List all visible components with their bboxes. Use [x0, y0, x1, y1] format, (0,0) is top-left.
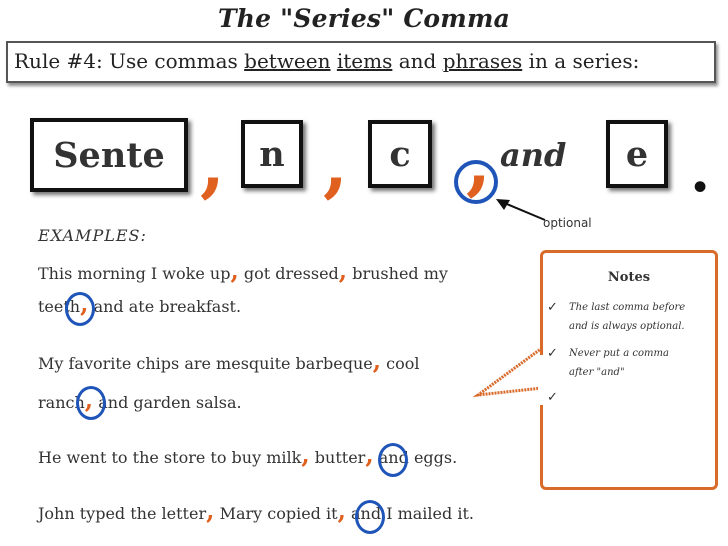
word-box-e — [606, 120, 668, 188]
rule-word-items: items — [336, 49, 393, 73]
ex3-comma-2: , — [365, 440, 374, 469]
example-2-line-2 — [38, 385, 242, 414]
ex1-comma-1: , — [230, 256, 239, 285]
ex4-text-c: and I mailed it. — [351, 504, 474, 523]
ex2-text-d: and garden salsa. — [98, 393, 242, 412]
ex2-text-c: ranch — [38, 393, 85, 412]
note-2 — [569, 344, 719, 382]
note-2-line-1: Never put a comma — [569, 348, 669, 359]
ex1-comma-2: , — [338, 256, 348, 285]
ex2-text-b: cool — [386, 354, 420, 373]
note-1 — [569, 298, 719, 336]
ex1-optional-circle — [65, 292, 95, 326]
notes-callout-pointer — [470, 340, 545, 410]
ex4-optional-circle — [355, 500, 385, 534]
rule-prefix: Rule #4: Use commas — [14, 49, 245, 73]
ex4-text-b: Mary copied it — [219, 504, 338, 523]
notes-title: Notes — [607, 270, 651, 285]
ex1-comma-3: , — [80, 289, 89, 318]
ex1-text-b: got dressed — [243, 264, 339, 283]
ex2-text-a: My favorite chips are mesquite barbeque — [38, 354, 373, 373]
note-1-line-1: The last comma before — [569, 302, 686, 313]
ex2-comma-2: , — [84, 385, 94, 414]
word-box-n — [241, 120, 303, 188]
ex3-optional-circle — [378, 443, 408, 477]
ex4-text-a: John typed the letter — [38, 504, 207, 523]
example-4 — [38, 496, 474, 525]
ex4-comma-1: , — [206, 496, 215, 525]
comma-mark-2: , — [323, 121, 349, 206]
ex3-text-c: and eggs. — [378, 448, 458, 467]
check-icon: ✓ — [547, 390, 558, 405]
ex3-text-b: butter — [314, 448, 366, 467]
example-1-line-1 — [38, 256, 448, 285]
examples-label: EXAMPLES: — [38, 226, 147, 245]
rule-text — [14, 49, 639, 73]
ex3-comma-1: , — [301, 440, 310, 469]
comma-mark-1: , — [200, 121, 226, 206]
check-icon: ✓ — [547, 346, 558, 361]
word-box-sente — [30, 118, 188, 192]
word-box-sente-label: Sente — [53, 134, 165, 176]
ex1-text-e: and ate breakfast. — [93, 297, 242, 316]
example-2-line-1 — [38, 346, 420, 375]
ex1-text-c: brushed my — [352, 264, 448, 283]
ex2-comma-1: , — [372, 346, 382, 375]
note-1-line-2: and is always optional. — [569, 321, 685, 332]
rule-word-between: between — [244, 49, 331, 73]
ex2-optional-circle — [76, 386, 106, 420]
check-icon: ✓ — [547, 300, 558, 315]
rule-suffix: in a series: — [528, 49, 640, 73]
ex1-text-a: This morning I woke up — [38, 264, 231, 283]
optional-label: optional — [543, 216, 592, 230]
ex3-text-a: He went to the store to buy milk — [38, 448, 302, 467]
word-box-c-label: c — [389, 133, 411, 175]
notes-callout-gap — [536, 355, 546, 405]
comma-mark-optional: , — [466, 119, 492, 204]
ex4-comma-2: , — [337, 496, 346, 525]
note-2-line-2: after "and" — [569, 367, 625, 378]
period-mark: . — [690, 137, 711, 205]
rule-word-phrases: phrases — [442, 49, 523, 73]
and-word: and — [500, 136, 567, 174]
optional-arrow-icon — [490, 196, 550, 226]
rule-word-and: and — [398, 49, 437, 73]
slide-title: The "Series" Comma — [217, 4, 511, 33]
word-box-c — [368, 120, 432, 188]
word-box-n-label: n — [259, 133, 285, 175]
word-box-e-label: e — [625, 133, 649, 175]
ex1-text-d: teeth — [38, 297, 81, 316]
